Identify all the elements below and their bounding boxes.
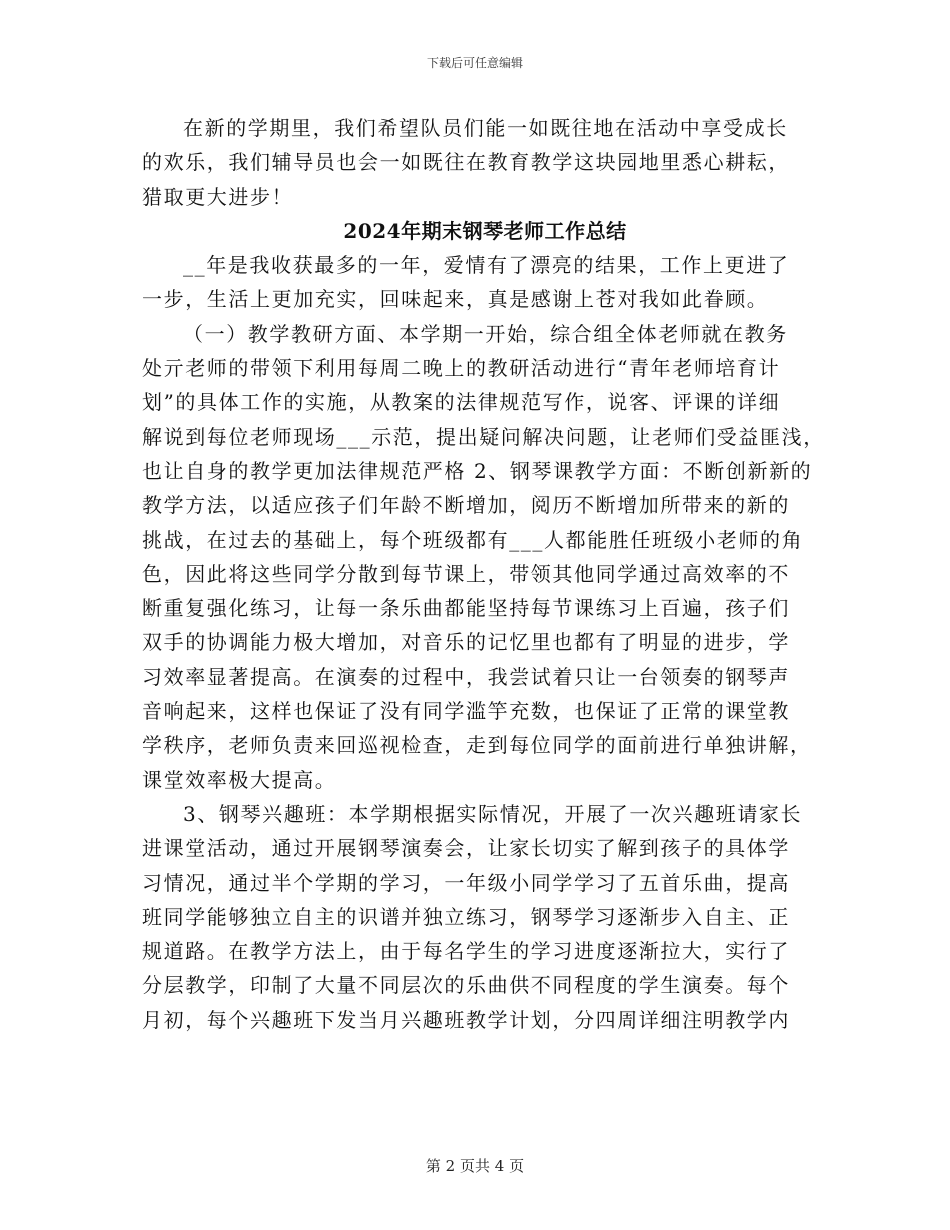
paragraph-line: 一步，生活上更加充实，回味起来，真是感谢上苍对我如此眷顾。 <box>142 287 769 312</box>
paragraph-line: （一）教学教研方面、本学期一开始，综合组全体老师就在教务 <box>183 321 788 346</box>
paragraph-line: 月初，每个兴趣班下发当月兴趣班教学计划，分四周详细注明教学内 <box>142 1007 790 1032</box>
paragraph-line: 分层教学，印制了大量不同层次的乐曲供不同程度的学生演奏。每个 <box>142 973 790 998</box>
paragraph-line: 习情况，通过半个学期的学习，一年级小同学学习了五首乐曲，提高 <box>142 870 790 895</box>
page-number: 第 2 页共 4 页 <box>425 1157 525 1175</box>
paragraph-line: 解说到每位老师现场___示范，提出疑问解决问题，让老师们受益匪浅， <box>142 424 825 449</box>
header-note: 下载后可任意编辑 <box>426 56 523 70</box>
paragraph-line: 3、钢琴兴趣班：本学期根据实际情况，开展了一次兴趣班请家长 <box>183 801 803 826</box>
paragraph-line: 处亓老师的带领下利用每周二晚上的教研活动进行“青年老师培育计 <box>142 356 781 381</box>
paragraph-line: 习效率显著提高。在演奏的过程中，我尝试着只让一台领奏的钢琴声 <box>142 664 790 689</box>
paragraph-line: 双手的协调能力极大增加，对音乐的记忆里也都有了明显的进步，学 <box>142 630 790 655</box>
paragraph-line: 学秩序，老师负责来回巡视检查，走到每位同学的面前进行单独讲解， <box>142 733 812 758</box>
paragraph-line: 的欢乐，我们辅导员也会一如既往在教育教学这块园地里悉心耕耘， <box>142 150 790 175</box>
paragraph-line: 挑战，在过去的基础上，每个班级都有___人都能胜任班级小老师的角 <box>142 527 804 552</box>
paragraph-line: 音响起来，这样也保证了没有同学滥竽充数，也保证了正常的课堂教 <box>142 699 790 724</box>
document-title: 2024年期末钢琴老师工作总结 <box>343 218 627 243</box>
document-body <box>142 111 825 1037</box>
paragraph-line: 断重复强化练习，让每一条乐曲都能坚持每节课练习上百遍，孩子们 <box>142 596 790 621</box>
paragraph-line: 在新的学期里，我们希望队员们能一如既往地在活动中享受成长 <box>183 116 788 140</box>
paragraph-line: 也让自身的教学更加法律规范严格 2、钢琴课教学方面：不断创新新的 <box>142 458 813 483</box>
paragraph-line: 教学方法，以适应孩子们年龄不断增加，阅历不断增加所带来的新的 <box>142 493 790 518</box>
paragraph-line: 进课堂活动，通过开展钢琴演奏会，让家长切实了解到孩子的具体学 <box>142 836 790 861</box>
paragraph-line: 班同学能够独立自主的识谱并独立练习，钢琴学习逐渐步入自主、正 <box>142 904 790 929</box>
paragraph-line: 规道路。在教学方法上，由于每名学生的学习进度逐渐拉大，实行了 <box>142 939 790 964</box>
paragraph-line: 课堂效率极大提高。 <box>142 767 337 792</box>
paragraph-line: 划”的具体工作的实施，从教案的法律规范写作，说客、评课的详细 <box>142 390 781 415</box>
paragraph-line: 猎取更大进步！ <box>142 184 294 209</box>
paragraph-line: __年是我收获最多的一年，爱情有了漂亮的结果，工作上更进了 <box>183 253 790 278</box>
paragraph-line: 色，因此将这些同学分散到每节课上，带领其他同学通过高效率的不 <box>142 561 790 586</box>
